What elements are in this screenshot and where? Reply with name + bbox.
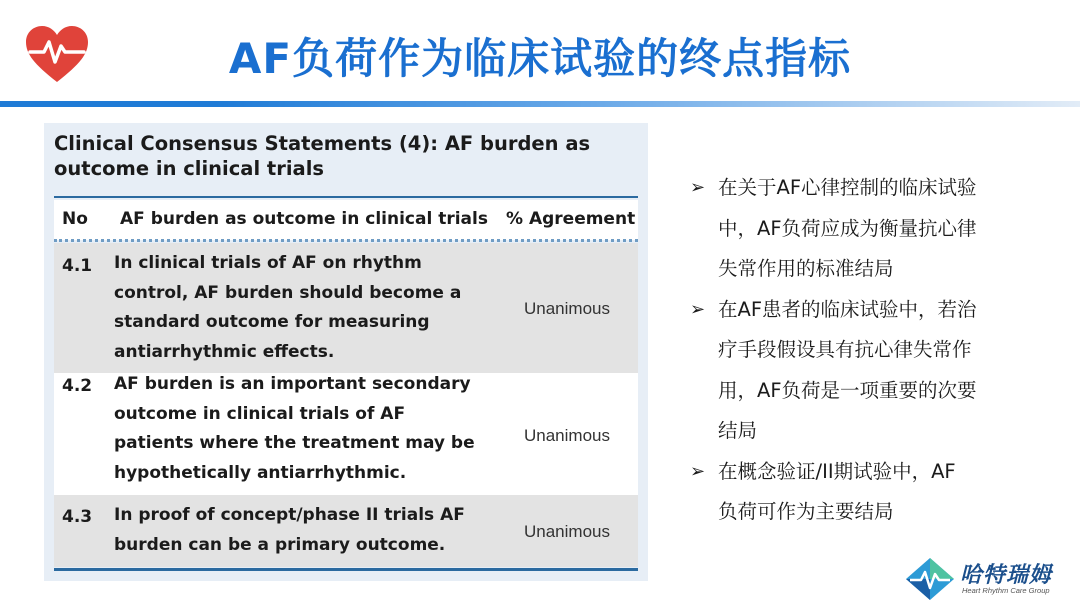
column-header-no: No — [62, 209, 88, 229]
diamond-pulse-icon — [904, 556, 956, 602]
column-header-agreement: % Agreement — [506, 209, 636, 229]
heart-pulse-icon — [24, 24, 90, 84]
row-agreement: Unanimous — [524, 426, 610, 445]
statement-line: standard outcome for measuring — [114, 312, 430, 332]
brand-logo — [904, 556, 1064, 602]
bullet-item — [690, 452, 1030, 533]
bullet-item — [690, 290, 1030, 452]
bullet-line: 用，AF负荷是一项重要的次要 — [718, 378, 977, 402]
row-agreement: Unanimous — [524, 522, 610, 541]
statement-line: outcome in clinical trials of AF — [114, 403, 406, 424]
statement-line: burden can be a primary outcome. — [114, 534, 446, 555]
bullet-list — [690, 168, 1030, 533]
header-divider — [0, 101, 1080, 107]
row-statement — [114, 249, 494, 367]
statement-line: AF burden is an important secondary — [114, 374, 471, 394]
chevron-right-icon: ➢ — [690, 298, 706, 320]
statement-line: control, AF burden should become a — [114, 282, 462, 303]
row-number: 4.2 — [62, 376, 93, 396]
bullet-line: 在关于AF心律控制的临床试验 — [718, 176, 977, 199]
bullet-line: 负荷可作为主要结局 — [718, 500, 894, 523]
row-agreement: Unanimous — [524, 299, 610, 318]
column-header-statement: AF burden as outcome in clinical trials — [120, 209, 488, 229]
statement-line: patients where the treatment may be — [114, 433, 475, 453]
statement-line: antiarrhythmic effects. — [114, 341, 335, 362]
chevron-right-icon: ➢ — [690, 177, 706, 198]
statement-line: In proof of concept/phase II trials AF — [114, 505, 465, 525]
table-row — [54, 373, 638, 495]
chevron-right-icon: ➢ — [690, 460, 706, 482]
row-number: 4.1 — [62, 256, 93, 276]
table-top-rule — [54, 196, 638, 198]
consensus-panel — [44, 123, 648, 581]
bullet-line: 在概念验证/II期试验中，AF — [718, 459, 956, 483]
row-statement — [114, 370, 494, 488]
table-bottom-rule — [54, 568, 638, 571]
bullet-line: 失常作用的标准结局 — [718, 257, 894, 280]
bullet-line: 在AF患者的临床试验中，若治 — [718, 297, 977, 321]
table-row — [54, 495, 638, 567]
brand-name: 哈特瑞姆 — [960, 563, 1053, 588]
statement-line: hypothetically antiarrhythmic. — [114, 462, 407, 483]
table-header-dotted-rule — [54, 239, 638, 242]
consensus-title: Clinical Consensus Statements (4): AF burden as outcome in clinical trials — [54, 132, 591, 180]
bullet-line: 结局 — [718, 419, 758, 442]
slide-title: AF负荷作为临床试验的终点指标 — [228, 34, 852, 83]
bullet-line: 中，AF负荷应成为衡量抗心律 — [718, 216, 977, 240]
row-statement — [114, 501, 494, 560]
bullet-line: 疗手段假设具有抗心律失常作 — [718, 338, 972, 361]
table-row — [54, 243, 638, 373]
row-number: 4.3 — [62, 507, 93, 527]
bullet-item — [690, 168, 1030, 290]
table-header-row — [54, 200, 638, 240]
brand-subtitle: Heart Rhythm Care Group — [962, 586, 1050, 595]
statement-line: In clinical trials of AF on rhythm — [114, 253, 422, 273]
